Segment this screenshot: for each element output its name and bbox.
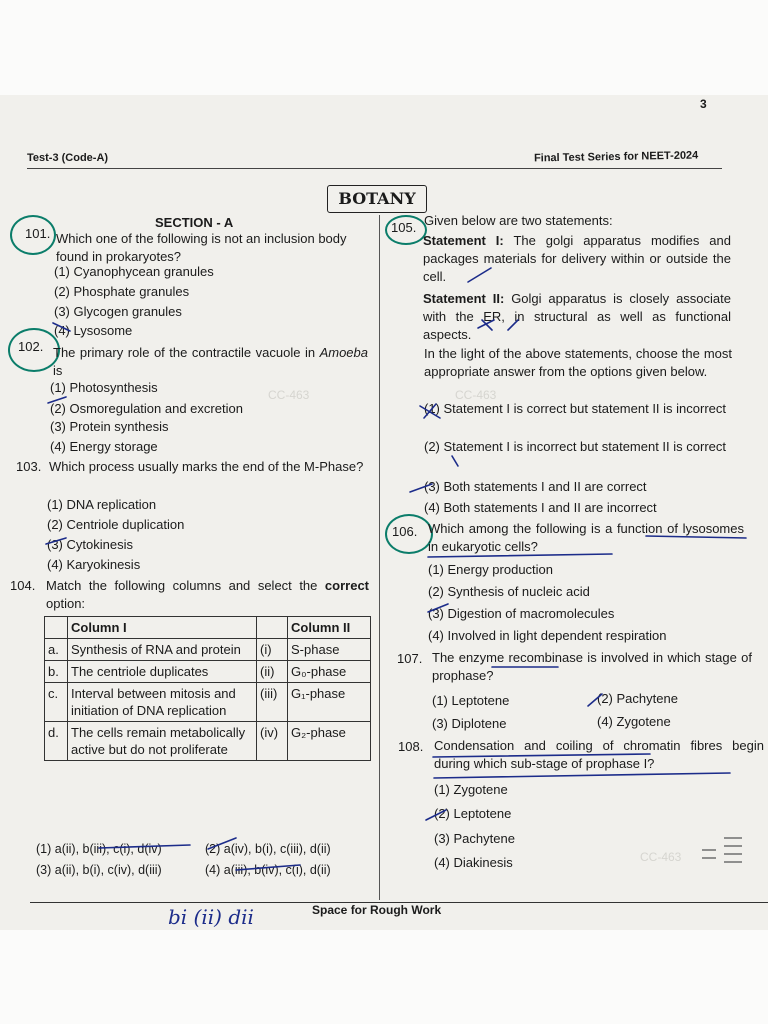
tick-mark-icon [410, 484, 432, 492]
option[interactable]: (4) a(iii), b(iv), c(i), d(ii) [205, 863, 331, 877]
row-col2: G₁-phase [288, 683, 371, 722]
section-title: SECTION - A [155, 215, 234, 230]
question-text: Which process usually marks the end of the M-Phase? [49, 459, 364, 474]
statement-text: The golgi apparatus modifies and packages materials for delivery within or outside the cell. [423, 233, 731, 284]
row-col1: The cells remain metabolically active but do not proliferate [68, 722, 257, 761]
option[interactable]: (4) Zygotene [597, 714, 671, 729]
option[interactable]: (2) Statement I is incorrect but statement II is correct [424, 439, 726, 454]
row-col2: G₀-phase [288, 661, 371, 683]
statement-label: Statement II: [423, 291, 505, 306]
handwritten-note: bi (ii) dii [168, 905, 254, 929]
tick-mark-icon [428, 604, 448, 612]
row-key: b. [45, 661, 68, 683]
option[interactable]: (3) Pachytene [434, 831, 515, 846]
option[interactable]: (4) Energy storage [50, 439, 158, 454]
question-number: 104. [10, 578, 36, 593]
question-number: 102. [18, 339, 44, 354]
option[interactable]: (4) Lysosome [54, 323, 133, 338]
tick-mark-icon [53, 323, 70, 331]
page-number: 3 [700, 97, 707, 111]
row-col1: Synthesis of RNA and protein [68, 639, 257, 661]
watermark: CC-463 [455, 388, 497, 402]
header-right: Final Test Series for NEET-2024 [533, 149, 699, 165]
tick-mark-icon [588, 694, 602, 706]
tick-mark-icon [452, 456, 458, 466]
option[interactable]: (2) a(iv), b(i), c(iii), d(ii) [205, 842, 331, 856]
cross-mark-icon [478, 320, 494, 330]
question-text: Condensation and coiling of chromatin fibres begin during which sub-stage of prophase I? [434, 738, 764, 771]
question-number: 101. [25, 226, 51, 241]
underline-icon [433, 754, 650, 757]
underline-icon [428, 554, 612, 557]
row-key: d. [45, 722, 68, 761]
row-roman: (i) [257, 639, 288, 661]
scribble-marks [702, 838, 742, 862]
option[interactable]: (2) Phosphate granules [54, 284, 190, 299]
row-key: c. [45, 683, 68, 722]
question-text-bold: correct [324, 578, 369, 593]
option[interactable]: (3) Diplotene [432, 716, 507, 731]
question-text-part: The primary role of the contractile vacuole in [53, 345, 320, 360]
question-number: 103. [16, 459, 42, 474]
underline-icon [646, 536, 746, 538]
option[interactable]: (3) a(ii), b(i), c(iv), d(iii) [36, 863, 162, 877]
question-text-part: option: [46, 596, 86, 611]
option[interactable]: (1) Statement I is correct but statement II is incorrect [424, 401, 726, 416]
question-text: The enzyme recombinase is involved in which stage of prophase? [432, 650, 752, 683]
row-roman: (iv) [257, 722, 288, 761]
row-col2: G₂-phase [288, 722, 371, 761]
option[interactable]: (3) Digestion of macromolecules [428, 606, 615, 621]
option[interactable]: (1) Energy production [428, 562, 554, 577]
option[interactable]: (2) Leptotene [434, 806, 512, 821]
option[interactable]: (2) Pachytene [597, 691, 678, 706]
option[interactable]: (3) Protein synthesis [50, 419, 169, 434]
option[interactable]: (4) Both statements I and II are incorrect [424, 500, 657, 515]
option[interactable]: (1) Zygotene [434, 782, 508, 797]
watermark: CC-463 [640, 850, 682, 864]
statement-label: Statement I: [423, 233, 504, 248]
strike-line-icon [99, 845, 190, 848]
row-roman: (ii) [257, 661, 288, 683]
option[interactable]: (1) Cyanophycean granules [54, 264, 214, 279]
question-text-part: Match the following columns and select the [46, 578, 325, 593]
row-roman: (iii) [257, 683, 288, 722]
question-text-part: is [53, 363, 63, 378]
tick-mark-icon [426, 810, 446, 820]
option[interactable]: (1) Leptotene [432, 693, 510, 708]
question-text: Which among the following is a function of lysosomes in eukaryotic cells? [428, 521, 744, 554]
row-col1: The centriole duplicates [68, 661, 257, 683]
cross-mark-icon [420, 404, 440, 418]
question-text-italic: Amoeba [319, 345, 368, 360]
footer-text: Space for Rough Work [312, 903, 442, 917]
option[interactable]: (1) a(ii), b(iii), c(i), d(iv) [36, 842, 162, 856]
row-key: a. [45, 639, 68, 661]
option[interactable]: (4) Diakinesis [434, 855, 513, 870]
question-prompt: In the light of the above statements, choose the most appropriate answer from the options given below. [424, 346, 732, 379]
option[interactable]: (2) Osmoregulation and excretion [50, 401, 243, 416]
option[interactable]: (1) Photosynthesis [50, 380, 158, 395]
question-number: 108. [398, 739, 424, 754]
question-text: Which one of the following is not an inclusion body found in prokaryotes? [56, 231, 347, 264]
question-text: Given below are two statements: [424, 213, 613, 228]
option[interactable]: (3) Both statements I and II are correct [424, 479, 647, 494]
question-number: 107. [397, 651, 423, 666]
question-number: 105. [391, 220, 417, 235]
statement-text: Golgi apparatus is closely associate with the ER, in structural as well as functional aspects. [423, 291, 731, 342]
underline-icon [434, 773, 730, 778]
option[interactable]: (2) Synthesis of nucleic acid [428, 584, 590, 599]
question-number: 106. [392, 524, 418, 539]
tick-mark-icon [208, 838, 236, 849]
row-col1: Interval between mitosis and initiation of DNA replication [68, 683, 257, 722]
row-col2: S-phase [288, 639, 371, 661]
table-header-col2: Column II [288, 617, 371, 639]
tick-mark-icon [46, 538, 66, 544]
option[interactable]: (3) Cytokinesis [47, 537, 133, 552]
option[interactable]: (4) Karyokinesis [47, 557, 141, 572]
header-left: Test-3 (Code-A) [27, 152, 109, 164]
tick-mark-icon [468, 268, 491, 282]
table-header-col1: Column I [68, 617, 257, 639]
option[interactable]: (1) DNA replication [47, 497, 157, 512]
option[interactable]: (3) Glycogen granules [54, 304, 182, 319]
subject-title: BOTANY [327, 185, 427, 213]
tick-mark-icon [508, 320, 518, 330]
watermark: CC-463 [268, 388, 310, 402]
option[interactable]: (2) Centriole duplication [47, 517, 185, 532]
option[interactable]: (4) Involved in light dependent respiration [428, 628, 667, 643]
tick-mark-icon [48, 397, 66, 403]
strike-line-icon [236, 865, 300, 870]
